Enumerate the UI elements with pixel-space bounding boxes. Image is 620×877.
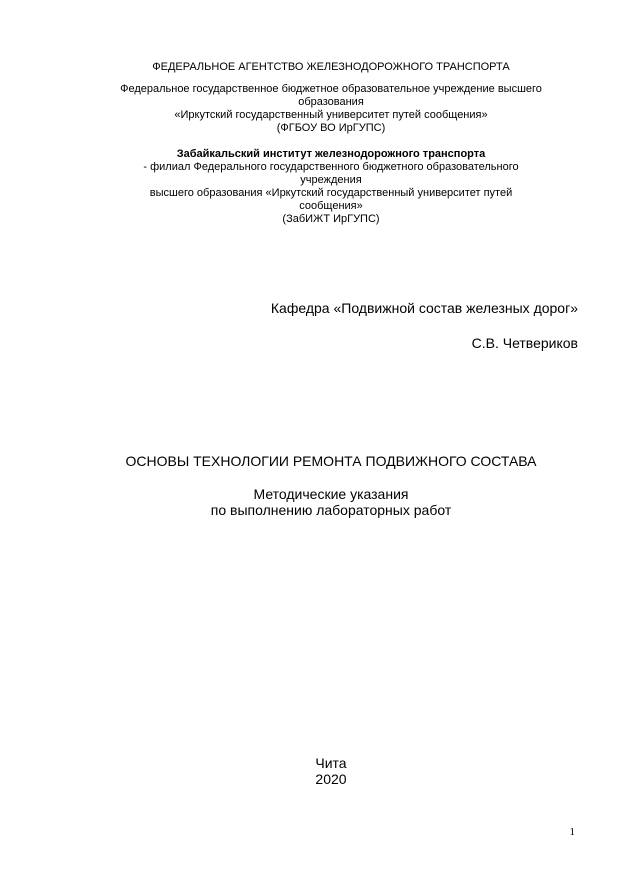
institute-line-4: высшего образования «Иркутский государственный университет путей <box>149 187 513 199</box>
subtitle-line-1: Методические указания <box>253 486 409 502</box>
document-title: ОСНОВЫ ТЕХНОЛОГИИ РЕМОНТА ПОДВИЖНОГО СОСТАВА <box>125 453 537 469</box>
author-name: С.В. Четвериков <box>471 335 578 351</box>
university-line-2: образования <box>298 96 364 108</box>
subtitle-line-2: по выполнению лабораторных работ <box>210 502 452 518</box>
university-line-3: «Иркутский государственный университет путей сообщения» <box>174 109 488 121</box>
institute-line-2: - филиал Федерального государственного бюджетного образовательного <box>143 161 519 173</box>
university-line-4: (ФГБОУ ВО ИрГУПС) <box>276 122 386 134</box>
institute-name: Забайкальский институт железнодорожного транспорта <box>176 148 486 160</box>
university-line-1: Федеральное государственное бюджетное образовательное учреждение высшего <box>120 83 542 95</box>
institute-line-3: учреждения <box>300 174 362 186</box>
institute-block <box>80 148 582 226</box>
footer-block <box>0 755 620 787</box>
agency-name: ФЕДЕРАЛЬНОЕ АГЕНТСТВО ЖЕЛЕЗНОДОРОЖНОГО ТРАНСПОРТА <box>152 61 510 73</box>
institute-line-5: сообщения» <box>299 200 363 212</box>
city: Чита <box>315 755 347 771</box>
agency-block <box>80 61 582 74</box>
year: 2020 <box>315 771 347 787</box>
page-number: 1 <box>569 826 575 838</box>
department-name: Кафедра «Подвижной состав железных дорог» <box>270 300 578 316</box>
university-block <box>80 83 582 135</box>
subtitle-block <box>0 486 620 518</box>
institute-line-6: (ЗабИЖТ ИрГУПС) <box>282 213 380 225</box>
